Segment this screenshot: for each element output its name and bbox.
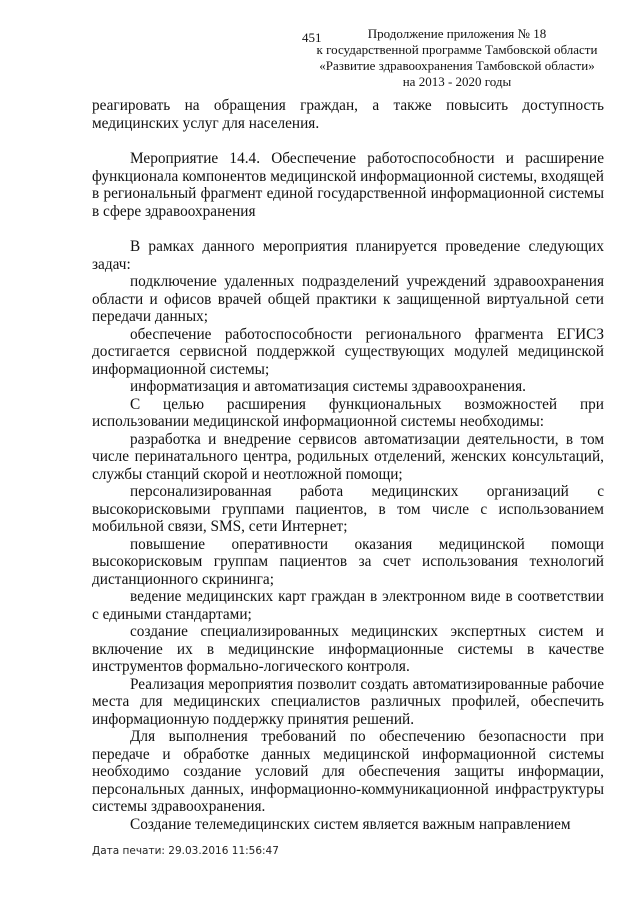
header-line-1: Продолжение приложения № 18 [367, 26, 547, 41]
list-item: подключение удаленных подразделений учреждений здравоохранения области и офисов врачей общей практики к защищенной виртуальной сети передачи данных; [92, 273, 604, 325]
list-item: персонализированная работа медицинских организаций с высокорисковыми группами пациентов, в том числе с использованием мобильной связи, SMS, сети Интернет; [92, 483, 604, 535]
header-line-2: к государственной программе Тамбовской области [316, 42, 598, 57]
list-item: ведение медицинских карт граждан в электронном виде в соответствии с едиными стандартами; [92, 588, 604, 623]
list-item: информатизация и автоматизация системы здравоохранения. [130, 378, 526, 395]
document-body [92, 97, 604, 833]
paragraph: Реализация мероприятия позволит создать автоматизированные рабочие места для медицинских специалистов различных профилей, обеспечить информационную поддержку принятия решений. [92, 675, 604, 728]
list-item: повышение оперативности оказания медицинской помощи высокорисковым группам пациентов за счет использования технологий дистанционного скрининга; [92, 535, 604, 588]
paragraph: Для выполнения требований по обеспечению безопасности при передаче и обработке данных медицинской информационной системы необходимо создание условий для обеспечения защиты информации, персональных данных, информационно-коммуникационной инфраструктуры системы здравоохранения. [92, 728, 604, 815]
list-item: разработка и внедрение сервисов автоматизации деятельности, в том числе перинатального центра, родильных отделений, женских консультаций, службы станций скорой и неотложной помощи; [92, 430, 604, 483]
paragraph: Создание телемедицинских систем является важным направлением [130, 815, 571, 833]
paragraph: В рамках данного мероприятия планируется проведение следующих задач: [92, 238, 604, 273]
paragraph: реагировать на обращения граждан, а также повысить доступность медицинских услуг для населения. [92, 97, 604, 132]
print-date-footer: Дата печати: 29.03.2016 11:56:47 [92, 845, 279, 857]
page-number: 451 [302, 30, 322, 45]
list-item: обеспечение работоспособности регионального фрагмента ЕГИСЗ достигается сервисной поддержкой существующих модулей медицинской информационной системы; [92, 325, 604, 378]
header-line-3: «Развитие здравоохранения Тамбовской области» [319, 58, 595, 73]
appendix-header [312, 26, 602, 90]
header-line-4: на 2013 - 2020 годы [402, 74, 512, 89]
section-heading: Мероприятие 14.4. Обеспечение работоспособности и расширение функционала компонентов медицинской информационной системы, входящей в региональный фрагмент единой государственной информационной системы в сфере здравоохранения [92, 150, 604, 220]
paragraph: С целью расширения функциональных возможностей при использовании медицинской информационной системы необходимы: [92, 395, 604, 430]
list-item: создание специализированных медицинских экспертных систем и включение их в медицинские информационные системы в качестве инструментов формально-логического контроля. [92, 623, 604, 675]
